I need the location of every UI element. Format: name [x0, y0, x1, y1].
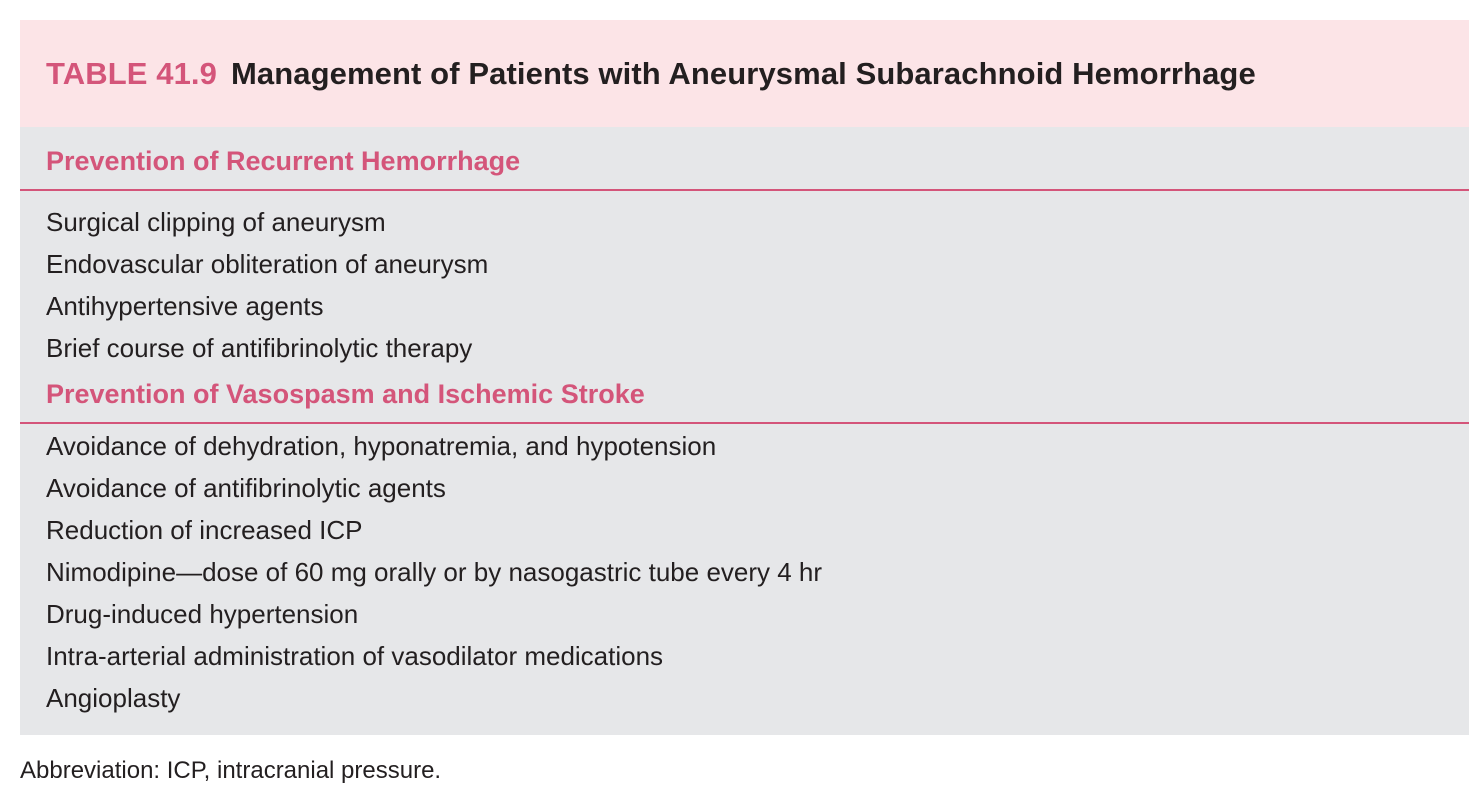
list-item: Drug-induced hypertension	[46, 599, 359, 629]
footnote: Abbreviation: ICP, intracranial pressure.	[20, 757, 442, 784]
list-item: Angioplasty	[46, 683, 181, 713]
list-item: Reduction of increased ICP	[46, 515, 363, 545]
table-label: TABLE 41.9	[46, 56, 217, 91]
list-item: Surgical clipping of aneurysm	[46, 207, 386, 237]
title-band	[20, 20, 1469, 127]
list-item: Intra-arterial administration of vasodilator medications	[46, 641, 664, 671]
section-heading-vasospasm: Prevention of Vasospasm and Ischemic Stroke	[46, 379, 645, 409]
section-rule	[20, 189, 1469, 191]
list-item: Antihypertensive agents	[46, 291, 324, 321]
list-item: Avoidance of dehydration, hyponatremia, and hypotension	[46, 431, 717, 461]
table-title-text: Management of Patients with Aneurysmal Subarachnoid Hemorrhage	[230, 56, 1256, 91]
list-item: Nimodipine—dose of 60 mg orally or by nasogastric tube every 4 hr	[46, 557, 823, 587]
list-item: Endovascular obliteration of aneurysm	[46, 249, 489, 279]
section-rule	[20, 422, 1469, 424]
section-heading-recurrent-hemorrhage: Prevention of Recurrent Hemorrhage	[46, 146, 521, 176]
list-item: Avoidance of antifibrinolytic agents	[46, 473, 446, 503]
table-title	[46, 56, 1256, 92]
table-box	[20, 20, 1469, 735]
list-item: Brief course of antifibrinolytic therapy	[46, 333, 473, 363]
